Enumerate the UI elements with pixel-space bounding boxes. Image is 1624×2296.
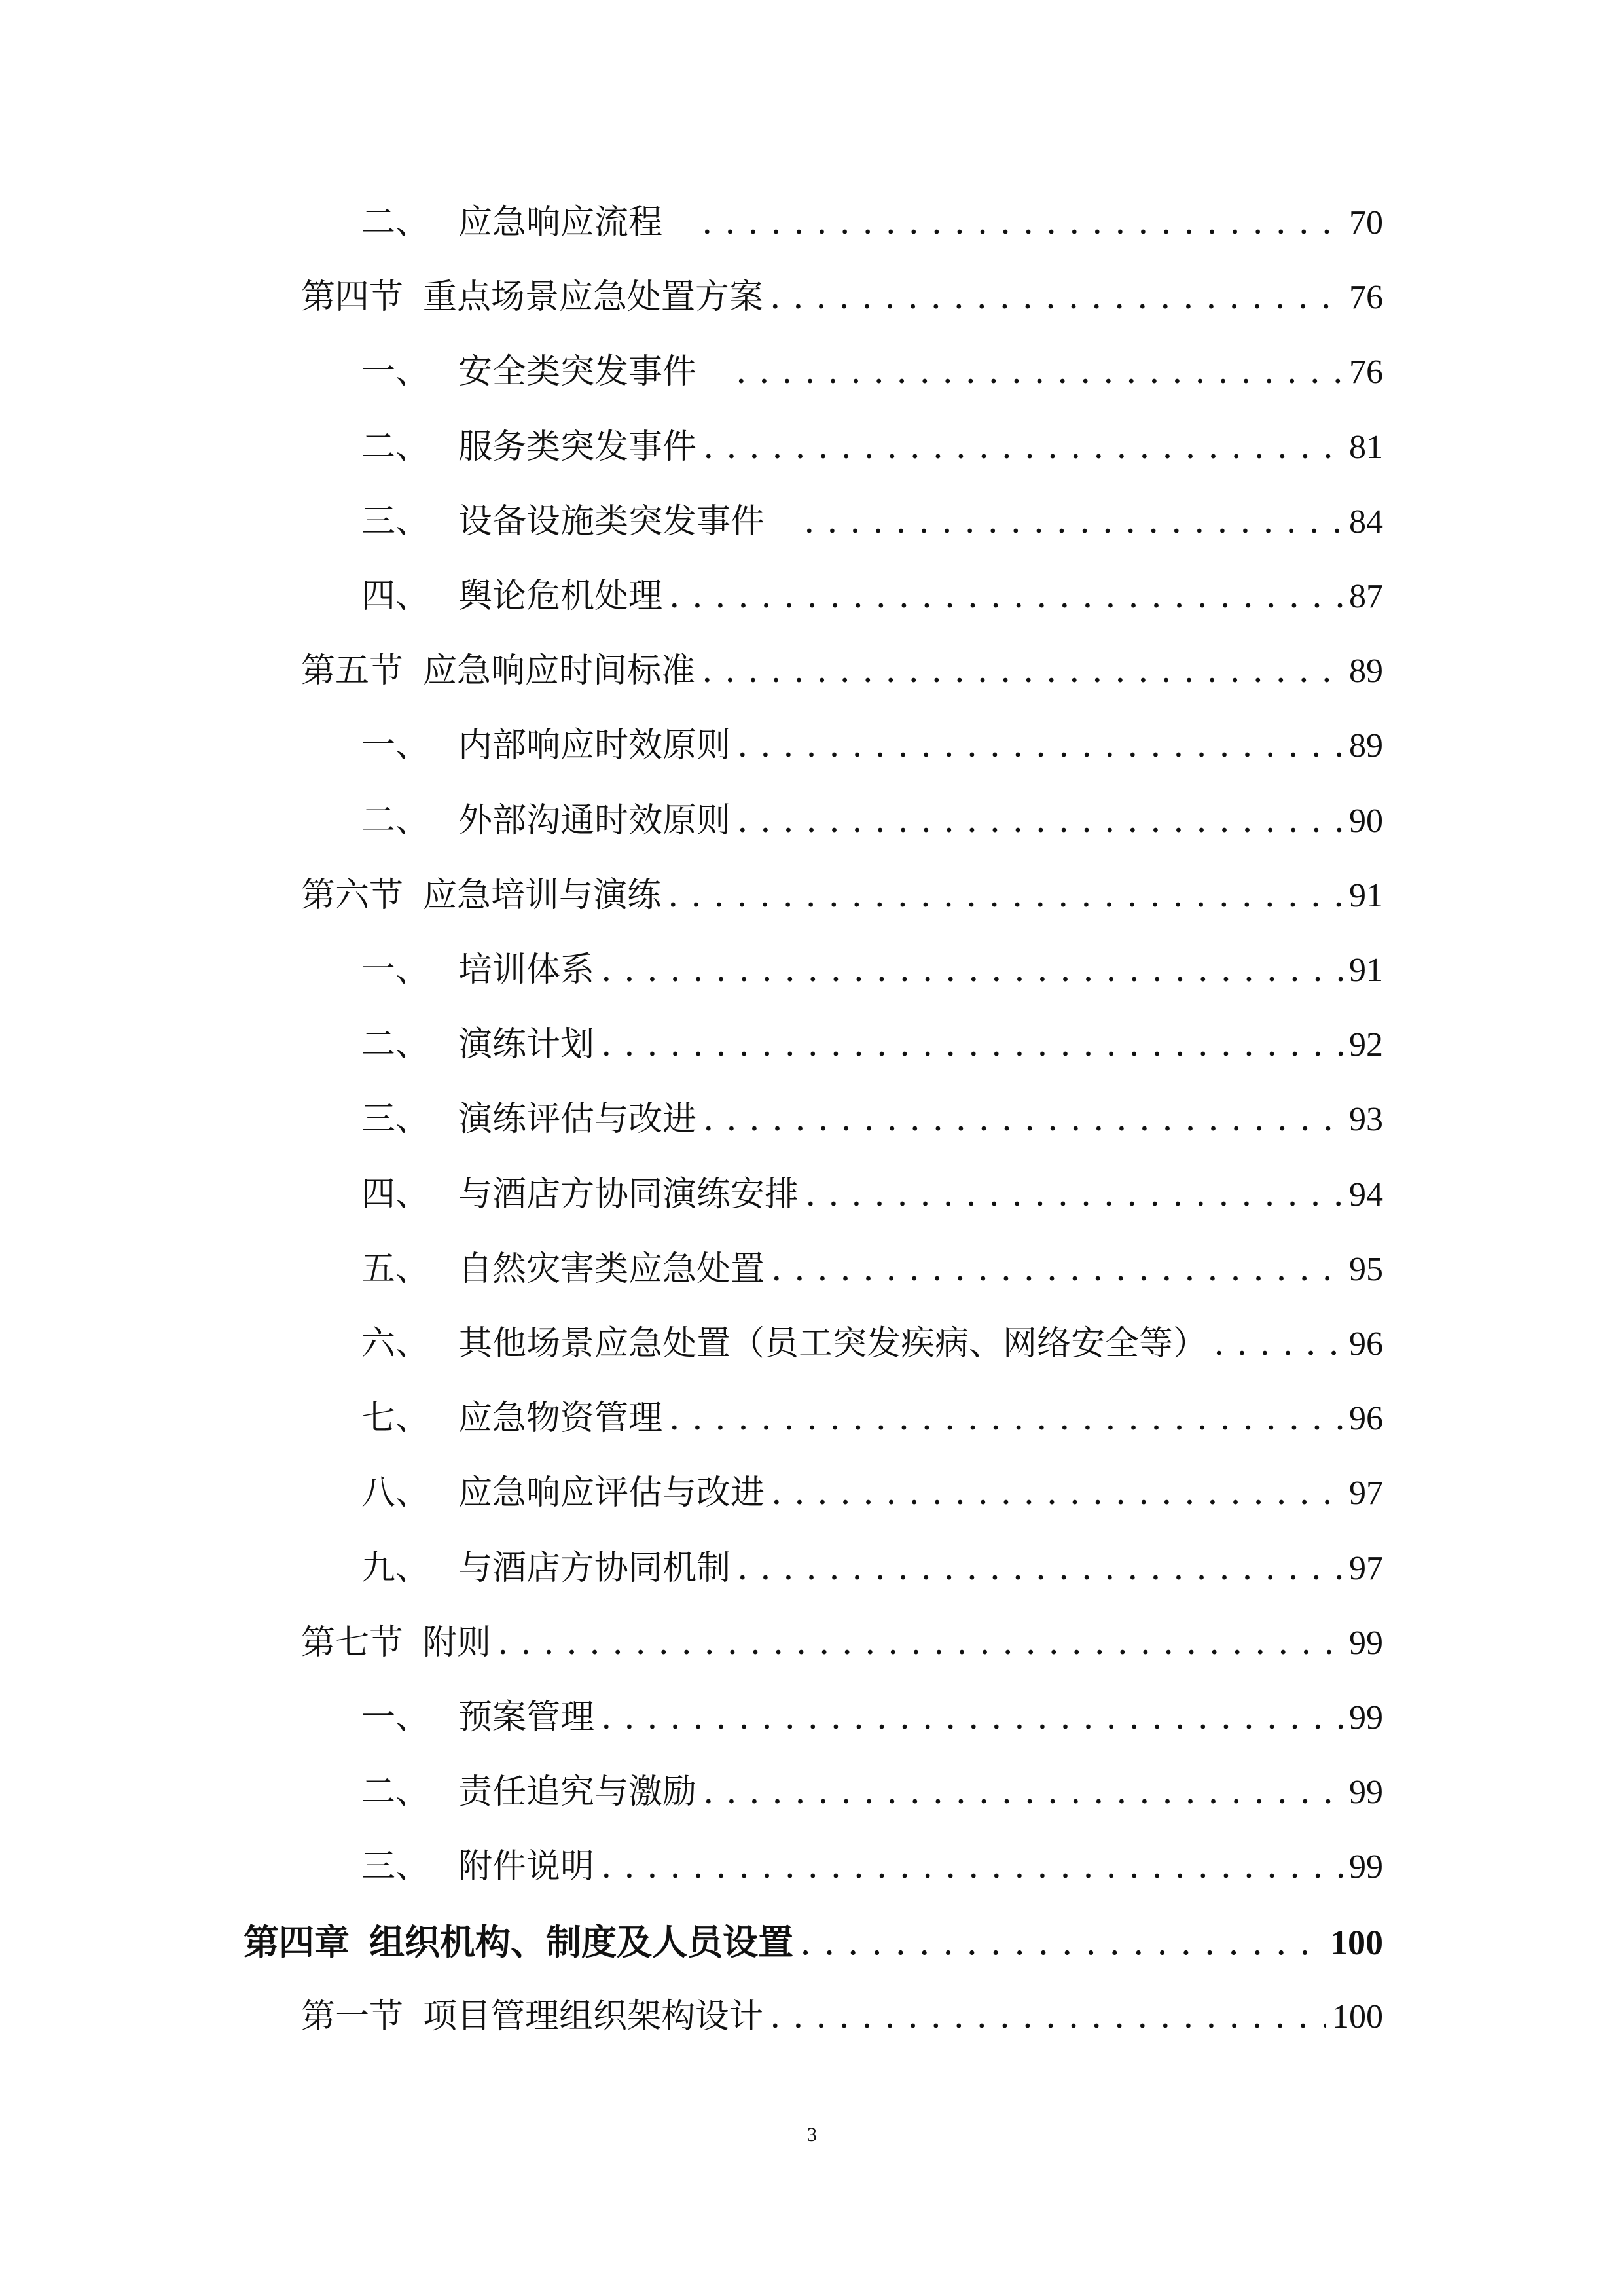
toc-entry-number: 一、 [361,352,430,392]
toc-entry-page: 91 [1349,952,1383,989]
toc-entry-page: 96 [1349,1325,1383,1363]
toc-entry[interactable] [301,1620,1383,1666]
toc-entry[interactable] [361,798,1383,844]
toc-entry-page: 97 [1349,1549,1383,1587]
toc-entry-title: 外部沟通时效原则 [458,800,731,840]
toc-entry-page: 96 [1349,1400,1383,1438]
toc-entry-page: 99 [1349,1699,1383,1736]
toc-entry-number: 七、 [361,1399,430,1439]
toc-entry-page: 100 [1332,1998,1383,2036]
toc-entry-title: 附则 [423,1623,492,1662]
toc-entry[interactable] [361,1695,1383,1740]
toc-entry-title: 预案管理 [458,1698,595,1737]
toc-entry[interactable] [361,947,1383,993]
toc-entry[interactable] [361,1395,1383,1441]
toc-entry-number: 二、 [361,203,430,242]
dot-leader [800,1920,1324,1965]
dot-leader [770,274,1343,320]
toc-entry-number: 三、 [361,501,430,541]
toc-entry-number: 第五节 [301,651,404,691]
toc-entry-title: 项目管理组织架构设计 [423,1996,764,2036]
toc-entry-number: 六、 [361,1324,430,1363]
page-number-footer: 3 [807,2124,817,2145]
toc-entry[interactable] [361,200,1383,245]
dot-leader [737,723,1343,768]
toc-entry-number: 一、 [361,950,430,990]
toc-entry-page: 97 [1349,1475,1383,1513]
toc-entry-page: 76 [1349,279,1383,317]
toc-entry-title: 应急物资管理 [458,1399,663,1439]
toc-entry[interactable] [361,723,1383,768]
dot-leader [805,1172,1343,1217]
toc-entry-number: 三、 [361,1100,430,1139]
dot-leader [601,1844,1343,1890]
toc-entry-page: 89 [1349,727,1383,765]
toc-entry-number: 五、 [361,1249,430,1289]
toc-entry-page: 87 [1349,578,1383,615]
toc-entry[interactable] [361,1096,1383,1142]
dot-leader [497,1620,1343,1666]
toc-entry-number: 三、 [361,1847,430,1887]
toc-entry-number: 二、 [361,800,430,840]
toc-entry-number: 第四章 [244,1920,350,1963]
dot-leader [1214,1321,1343,1367]
toc-entry-page: 90 [1349,802,1383,840]
toc-entry[interactable] [361,349,1383,395]
toc-entry-number: 八、 [361,1473,430,1513]
toc-entry-title: 舆论危机处理 [458,577,663,616]
toc-entry[interactable] [361,1321,1383,1367]
toc-entry-title: 应急响应时间标准 [423,651,696,691]
toc-entry-number: 二、 [361,427,430,467]
toc-entry-page: 81 [1349,428,1383,466]
toc-entry-page: 99 [1349,1624,1383,1662]
dot-leader [703,1096,1343,1142]
toc-entry-page: 76 [1349,353,1383,391]
toc-entry[interactable] [244,1919,1383,1965]
toc-entry-title: 重点场景应急处置方案 [423,278,764,317]
toc-entry-number: 四、 [361,1174,430,1214]
toc-entry[interactable] [301,648,1383,694]
toc-entry-number: 第四节 [301,278,404,317]
toc-entry-title: 责任追究与激励 [458,1772,697,1812]
toc-entry-page: 89 [1349,653,1383,691]
toc-entry-number: 四、 [361,577,430,616]
toc-entry[interactable] [361,1844,1383,1890]
toc-entry[interactable] [301,274,1383,320]
toc-entry-title: 与酒店方协同演练安排 [458,1174,799,1214]
dot-leader [703,1769,1343,1815]
toc-entry-number: 九、 [361,1548,430,1588]
toc-entry-number: 一、 [361,1698,430,1737]
dot-leader [601,1695,1343,1740]
dot-leader [702,648,1343,694]
toc-entry-title: 其他场景应急处置（员工突发疾病、网络安全等） [458,1324,1208,1363]
toc-entry[interactable] [361,1246,1383,1292]
dot-leader [771,1246,1343,1292]
toc-entry-page: 91 [1349,876,1383,914]
toc-entry-title: 组织机构、制度及人员设置 [369,1920,793,1963]
toc-entry-page: 84 [1349,503,1383,541]
toc-entry-title: 应急培训与演练 [423,875,662,915]
toc-entry-number: 第一节 [301,1996,404,2036]
dot-leader [771,1470,1343,1516]
toc-entry-number: 二、 [361,1025,430,1065]
toc-entry-page: 93 [1349,1101,1383,1139]
toc-entry[interactable] [361,1769,1383,1815]
dot-leader [736,349,1343,395]
dot-leader [737,1545,1343,1591]
toc-entry-number: 第七节 [301,1623,404,1662]
toc-entry-page: 95 [1349,1250,1383,1288]
dot-leader [702,200,1343,245]
dot-leader [703,424,1343,470]
toc-entry[interactable] [301,1994,1383,2039]
toc-entry-title: 培训体系 [458,950,595,990]
toc-entry[interactable] [301,872,1383,918]
toc-entry-page: 99 [1349,1774,1383,1812]
toc-entry-page: 94 [1349,1175,1383,1213]
dot-leader [770,1994,1326,2039]
toc-entry-title: 安全类突发事件 [458,352,697,392]
toc-entry-page: 70 [1349,204,1383,242]
dot-leader [669,1395,1343,1441]
dot-leader [737,798,1343,844]
toc-entry-title: 附件说明 [458,1847,595,1887]
toc-entry[interactable] [361,1545,1383,1591]
toc-entry[interactable] [361,499,1383,545]
toc-entry-page: 99 [1349,1848,1383,1886]
toc-entry[interactable] [361,573,1383,619]
toc-entry[interactable] [361,1470,1383,1516]
toc-entry-title: 服务类突发事件 [458,427,697,467]
toc-entry-title: 应急响应评估与改进 [458,1473,765,1513]
toc-entry[interactable] [361,1172,1383,1217]
toc-entry-page: 100 [1330,1922,1383,1962]
toc-entry-title: 演练计划 [458,1025,595,1065]
toc-entry-title: 演练评估与改进 [458,1100,697,1139]
toc-entry-number: 二、 [361,1772,430,1812]
toc-entry-page: 92 [1349,1026,1383,1064]
toc-entry-title: 设备设施类突发事件 [458,501,765,541]
dot-leader [601,1022,1343,1067]
toc-entry-title: 与酒店方协同机制 [458,1548,731,1588]
dot-leader [669,573,1343,619]
toc-entry[interactable] [361,1022,1383,1067]
toc-entry-title: 自然灾害类应急处置 [458,1249,765,1289]
dot-leader [804,499,1343,545]
toc-entry-number: 第六节 [301,875,404,915]
toc-entry[interactable] [361,424,1383,470]
dot-leader [601,947,1343,993]
toc-entry-title: 内部响应时效原则 [458,726,731,766]
dot-leader [668,872,1343,918]
toc-entry-title: 应急响应流程 [458,203,663,242]
toc-entry-number: 一、 [361,726,430,766]
